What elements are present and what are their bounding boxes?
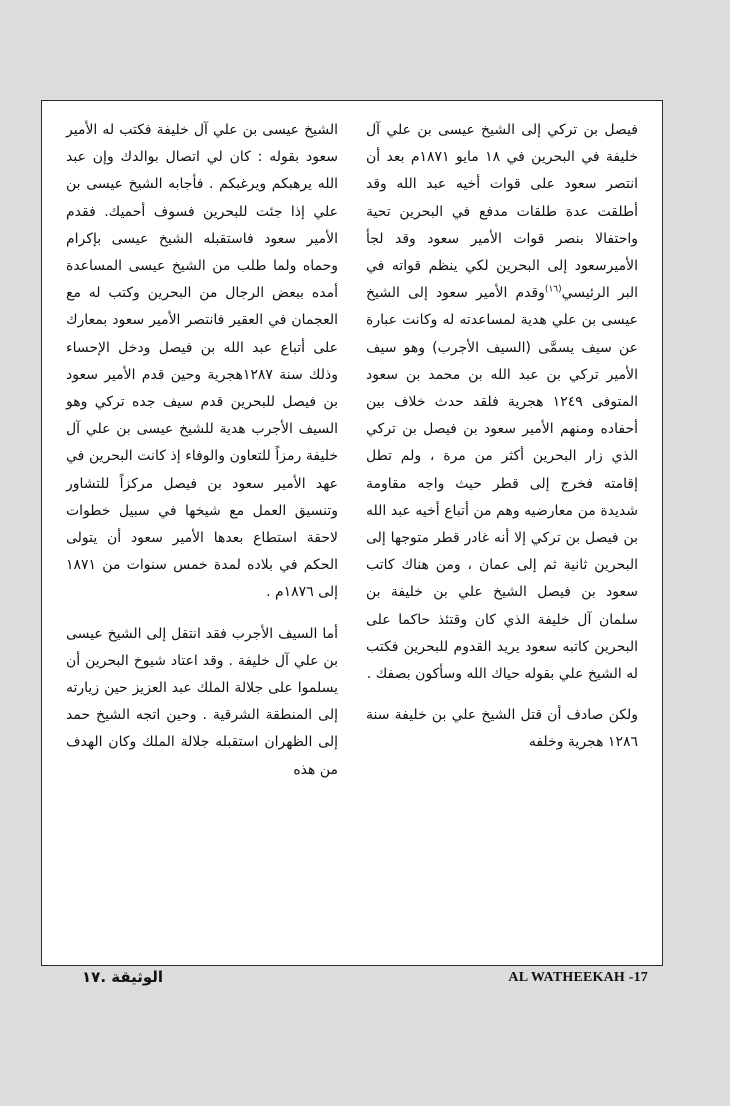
left-column-paragraph-2: أما السيف الأجرب فقد انتقل إلى الشيخ عيسى بن علي آل خليفة . وقد اعتاد شيوخ البحرين أن يسلموا على جلالة الملك عبد العزيز حين زيارته إلى المنطقة الشرقية . وحين اتجه الشيخ حمد إلى الظهران استقبله جلالة الملك وكان الهدف من هذه — [66, 625, 338, 778]
left-column-paragraph-1: الشيخ عيسى بن علي آل خليفة فكتب له الأمير سعود بقوله : كان لي اتصال بوالدك وإن عبد الله يرهبكم ويرغبكم . فأجابه الشيخ عيسى بن علي إذا جئت للبحرين فسوف أحميك. فقدم الأمير سعود فاستقبله الشيخ عيسى بإكرام وحماه ولما طلب من الشيخ عيسى المساعدة أمده ببعض الرجال من البحرين وكتب له مع العجمان في العقير فانتصر الأمير سعود بمعارك على أتباع عبد الله بن فيصل ودخل الإحساء وذلك سنة ١٢٨٧هجرية وحين قدم الأمير سعود بن فيصل للبحرين قدم سيف جده تركي وهو السيف الأجرب هدية للشيخ عيسى بن علي آل خليفة رمزاً للتعاون والوفاء إذ كانت البحرين في عهد الأمير سعود بن فيصل مركزاً للتشاور وتنسيق العمل مع شيخها في سبيل خطوات لاحقة استطاع بعدها الأمير سعود أن يتولى الحكم في بلاده لمدة خمس سنوات من ١٨٧١ إلى ١٨٧٦م . — [66, 122, 338, 601]
article-frame — [41, 100, 663, 966]
left-column — [66, 117, 338, 784]
footer-arabic-page-label: الوثيقة .١٧ — [82, 968, 164, 986]
right-column — [366, 117, 638, 757]
footnote-reference: (١٦) — [544, 284, 562, 295]
right-column-text-b: وقدم الأمير سعود إلى الشيخ عيسى بن علي هدية لمساعدته له وكانت عبارة عن سيف يسمَّى (السيف الأجرب) وهو سيف الأمير تركي بن عبد الله بن محمد بن سعود المتوفى ١٢٤٩ هجرية فلقد حدث خلاف بين أحفاده ومنهم الأمير سعود بن فيصل بن تركي الذي زار البحرين أكثر من مرة ، ولم تطل إقامته فخرج إلى قطر حيث واجه مقاومة شديدة من معارضيه وهم من أتباع أخيه عبد الله بن فيصل بن تركي إلا أنه غادر قطر متوجها إلى البحرين ثانية ثم إلى عمان ، ومن هناك كاتب سعود بن فيصل الشيخ علي بن خليفة بن سلمان آل خليفة الذي كان وقتئذ حاكما على البحرين كاتبه سعود يريد القدوم للبحرين فكتب له الشيخ علي بقوله حياك الله وسأكون بصفك . — [366, 285, 638, 683]
right-column-paragraph-2: ولكن صادف أن قتل الشيخ علي بن خليفة سنة ١٢٨٦ هجرية وخلفه — [366, 707, 638, 751]
footer-english-page-label: AL WATHEEKAH -17 — [508, 970, 648, 985]
right-column-paragraph-1 — [366, 117, 638, 688]
right-column-text-a: فيصل بن تركي إلى الشيخ عيسى بن علي آل خليفة في البحرين في ١٨ مايو ١٨٧١م بعد أن انتصر سعود على قوات أخيه عبد الله وقد أطلقت عدة طلقات مدفع في البحرين تحية واحتفالا بنصر قوات الأمير سعود وقد لجأ الأميرسعود إلى البحرين لكي ينظم قواته في البر الرئيسي — [366, 122, 638, 302]
